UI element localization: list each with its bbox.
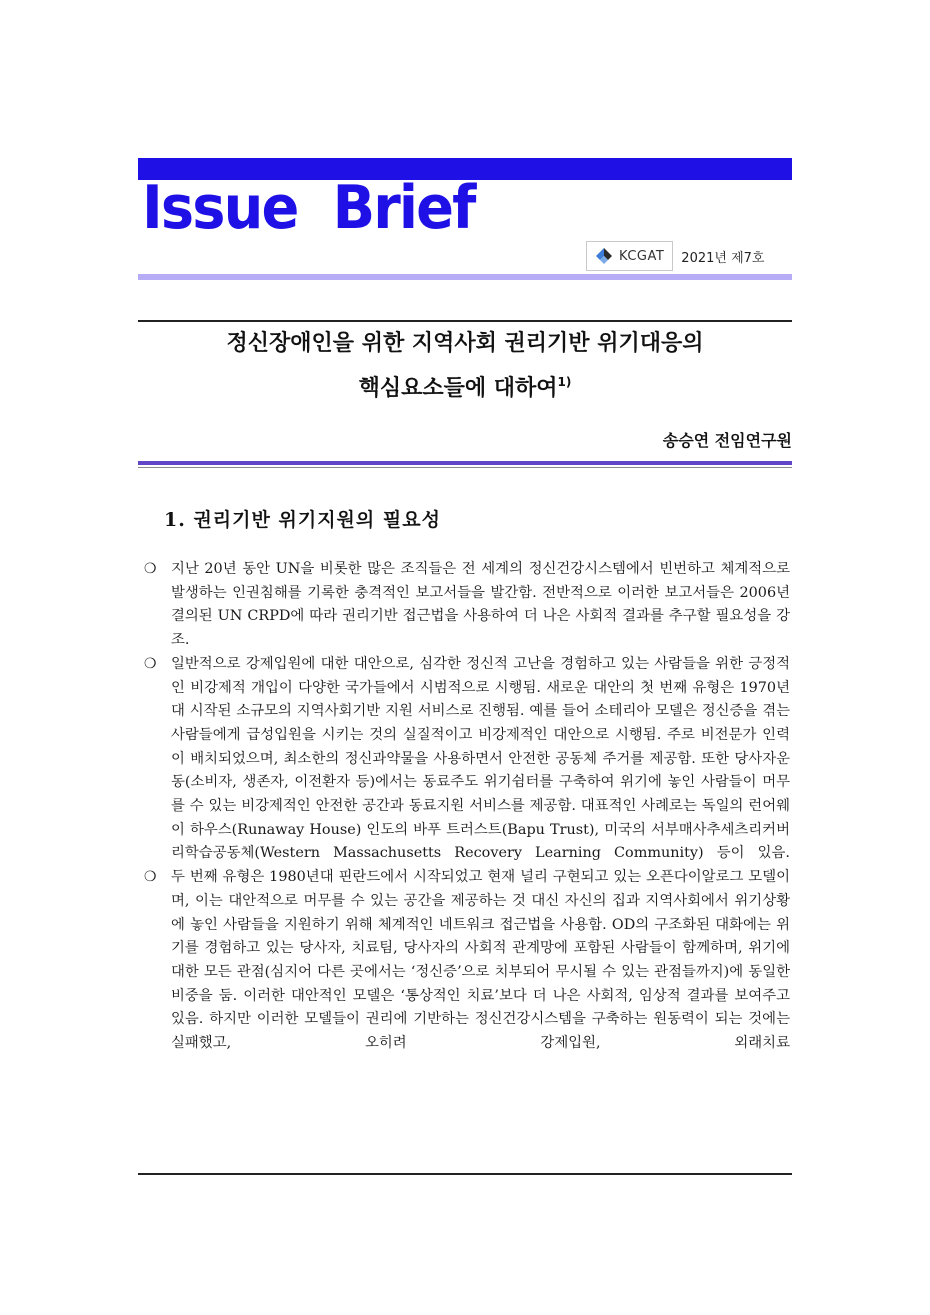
- paragraph-text: 지난 20년 동안 UN을 비롯한 많은 조직들은 전 세계의 정신건강시스템에서 빈번하고 체계적으로 발생하는 인권침해를 기록한 충격적인 보고서들을 발간함. 전반적으로 이러한 보고서들은 2006년 결의된 UN CRPD에 따라 권리기반 접근법을 사용하여 더 나은 사회적 결과를 추구할 필요성을 강조.: [171, 561, 790, 649]
- issue-info-row: [586, 242, 764, 270]
- title-purple-bar: [138, 461, 792, 465]
- bullet-circle-icon: ❍: [144, 869, 157, 886]
- paragraph-text: 일반적으로 강제입원에 대한 대안으로, 심각한 정신적 고난을 경험하고 있는 사람들을 위한 긍정적인 비강제적 개입이 다양한 국가들에서 시범적으로 시행됨. 새로운 대안의 첫 번째 유형은 1970년대 시작된 소규모의 지역사회기반 지원 서비스로 진행됨. 예를 들어 소테리아 모델은 정신증을 겪는 사람들에게 급성입원을 시키는 것의 실질적이고 비강제적인 대안으로 시행됨. 주로 비전문가 인력이 배치되었으며, 최소한의 정신과약물을 사용하면서 안전한 공동체 주거를 제공함. 또한 당사자운동(소비자, 생존자, 이전환자 등)에서는 동료주도 위기쉼터를 구축하여 위기에 놓인 사람들이 머무를 수 있는 비강제적인 안전한 공간과 동료지원 서비스를 제공함. 대표적인 사례로는 독일의 런어웨이 하우스(Runaway House) 인도의 바푸 트러스트(Bapu Trust), 미국의 서부매사추세츠리커버리학습공동체(Western Massachusetts Recovery Learning Community) 등이 있음.: [171, 655, 790, 862]
- page-bottom-rule: [138, 1173, 792, 1175]
- bullet-circle-icon: ❍: [144, 655, 157, 672]
- list-item: [140, 866, 790, 1056]
- logo-text: KCGAT: [619, 248, 665, 264]
- list-item: [140, 558, 790, 653]
- document-title: [138, 325, 792, 408]
- kcgat-diamond-icon: [595, 247, 613, 265]
- list-item: [140, 653, 790, 866]
- author-name: 송승연 전임연구원: [662, 431, 792, 450]
- issue-number: 2021년 제7호: [681, 250, 765, 266]
- title-top-rule: [138, 320, 792, 322]
- issue-brief-banner-title: Issue Brief: [142, 173, 475, 243]
- bullet-circle-icon: ❍: [144, 561, 157, 577]
- header-lilac-bar: [138, 274, 792, 280]
- paragraph-text: 두 번째 유형은 1980년대 핀란드에서 시작되었고 현재 널리 구현되고 있는 오픈다이알로그 모델이며, 이는 대안적으로 머무를 수 있는 공간을 제공하는 것 대신 자신의 집과 지역사회에서 위기상황에 놓인 사람들을 지원하기 위해 체계적인 네트워크 접근법을 사용함. OD의 구조화된 대화에는 위기를 경험하고 있는 당사자, 치료팀, 당사자의 사회적 관계망에 포함된 사람들이 함께하며, 위기에 대한 모든 관점(심지어 다른 곳에서는 ‘정신증’으로 치부되어 무시될 수 있는 관점들까지)에 동일한 비중을 둠. 이러한 대안적인 모델은 ‘통상적인 치료’보다 더 나은 사회적, 임상적 결과를 보여주고 있음. 하지만 이러한 모델들이 권리에 기반하는 정신건강시스템을 구축하는 원동력이 되는 것에는 실패했고, 오히려 강제입원, 외래치료: [171, 869, 790, 1052]
- title-line-1: 정신장애인을 위한 지역사회 권리기반 위기대응의: [226, 331, 704, 356]
- section-heading: 1. 권리기반 위기지원의 필요성: [164, 509, 441, 531]
- footnote-reference[interactable]: 1): [557, 375, 572, 389]
- title-gray-rule: [138, 467, 792, 468]
- body-bullet-list: [140, 558, 790, 1056]
- title-line-2: 핵심요소들에 대하여: [358, 376, 558, 401]
- kcgat-logo: [586, 241, 673, 271]
